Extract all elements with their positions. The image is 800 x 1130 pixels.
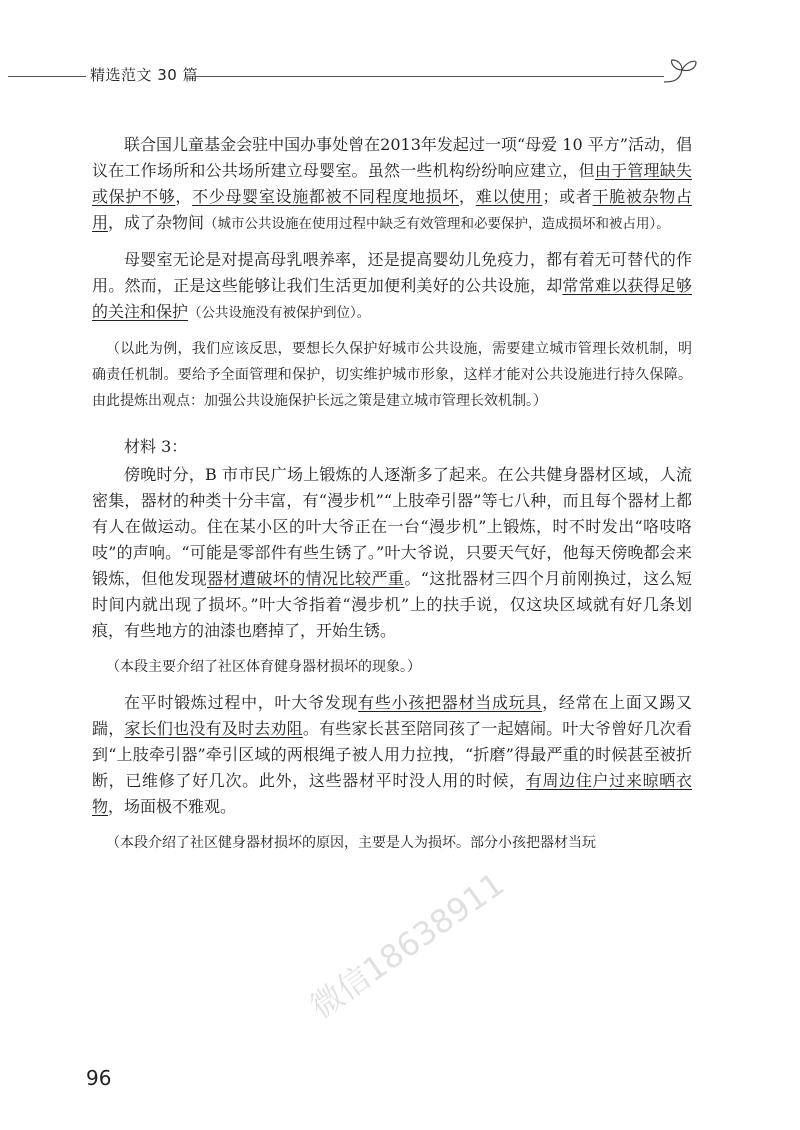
text: 傍晚时分，B 市市民广场上锻炼的人逐渐多了起来。在公共健身器材区域，人流密集，器材的种类十分丰富，有“漫步机”“上肢牵引器”等七八种，而且每个器材上都有人在做运动。住在某小区的叶大爷正在一台“漫步机”上锻炼，时不时发出“咯吱咯吱”的声响。“可能是零部件有些生锈了。”叶大爷说，只要天气好，他每天傍晚都会来锻炼，但他发现 <box>92 465 692 588</box>
underlined-text: 由于管理缺失或保护不够 <box>92 161 692 206</box>
text: ， <box>459 187 476 206</box>
text: ，经常在上面又踢又踹， <box>92 693 692 738</box>
inline-annotation: （公共设施没有被保护到位）。 <box>188 305 371 321</box>
text: ，成了杂物间 <box>108 213 205 232</box>
annotation-note-2: （本段主要介绍了社区体育健身器材损坏的现象。） <box>106 659 421 675</box>
paragraph-3 <box>92 462 692 644</box>
text: 。“这批器材三四个月前刚换过，这么短时间内就出现了损坏。”叶大爷指着“漫步机”上的扶手说，仅这块区域就有好几条划痕，有些地方的油漆也磨掉了，开始生锈。 <box>92 569 692 640</box>
text: ；或者 <box>542 187 593 206</box>
article-body <box>92 132 692 866</box>
text: 。有些家长甚至陪同孩了一起嬉闹。叶大爷曾好几次看到“上肢牵引器”牵引区域的两根绳子被人用力拉拽，“折磨”得最严重的时候甚至被折断，已维修了好几次。此外，这些器材平时没人用的时候， <box>92 719 692 790</box>
header-rule-left <box>8 76 86 77</box>
text: 联合国儿童基金会驻中国办事处曾在2013年发起过一项“母爱 10 平方”活动，倡议在工作场所和公共场所建立母婴室。虽然一些机构纷纷响应建立，但 <box>92 135 692 180</box>
page-header <box>0 56 800 96</box>
section-title: 精选范文 30 篇 <box>90 66 199 84</box>
text: ， <box>175 187 193 206</box>
underlined-text: 有周边住户过来晾晒衣物 <box>92 771 692 816</box>
annotation-note-1: （以此为例，我们应该反思，要想长久保护好城市公共设施，需要建立城市管理长效机制，明确责任机制。要给予全面管理和保护，切实维护城市形象，这样才能对公共设施进行持久保障。由此提炼出观点：加强公共设施保护长远之策是建立城市管理长效机制。） <box>92 341 692 409</box>
header-rule-right <box>196 76 664 77</box>
material-label: 材料 3： <box>124 437 188 456</box>
underlined-text: 难以使用 <box>475 187 543 206</box>
underlined-text: 干脆被杂物占用 <box>92 187 692 232</box>
inline-annotation: （城市公共设施在使用过程中缺乏有效管理和必要保护，造成损坏和被占用）。 <box>204 216 670 232</box>
underlined-text: 家长们也没有及时去劝阻 <box>124 719 303 738</box>
annotation-note-3: （本段介绍了社区健身器材损坏的原因，主要是人为损坏。部分小孩把器材当玩 <box>106 835 596 851</box>
paragraph-1 <box>92 132 692 237</box>
sprout-icon <box>660 56 700 86</box>
watermark: 微信18638911 <box>303 864 512 1027</box>
underlined-text: 不少母婴室设施都被不同程度地损坏 <box>192 187 460 206</box>
text: 母婴室无论是对提高母乳喂养率，还是提高婴幼儿免疫力，都有着无可替代的作用。然而，正是这些能够让我们生活更加便利美好的公共设施，却 <box>92 250 692 295</box>
paragraph-4 <box>92 690 692 820</box>
underlined-text: 有些小孩把器材当成玩具 <box>358 693 543 712</box>
page-number: 96 <box>86 1066 112 1090</box>
text: ，场面极不雅观。 <box>108 797 237 816</box>
underlined-text: 器材遭破坏的情况比较严重 <box>207 569 405 588</box>
paragraph-2 <box>92 247 692 326</box>
text: 在平时锻炼过程中，叶大爷发现 <box>124 693 359 712</box>
underlined-text: 常常难以获得足够的关注和保护 <box>92 276 692 321</box>
